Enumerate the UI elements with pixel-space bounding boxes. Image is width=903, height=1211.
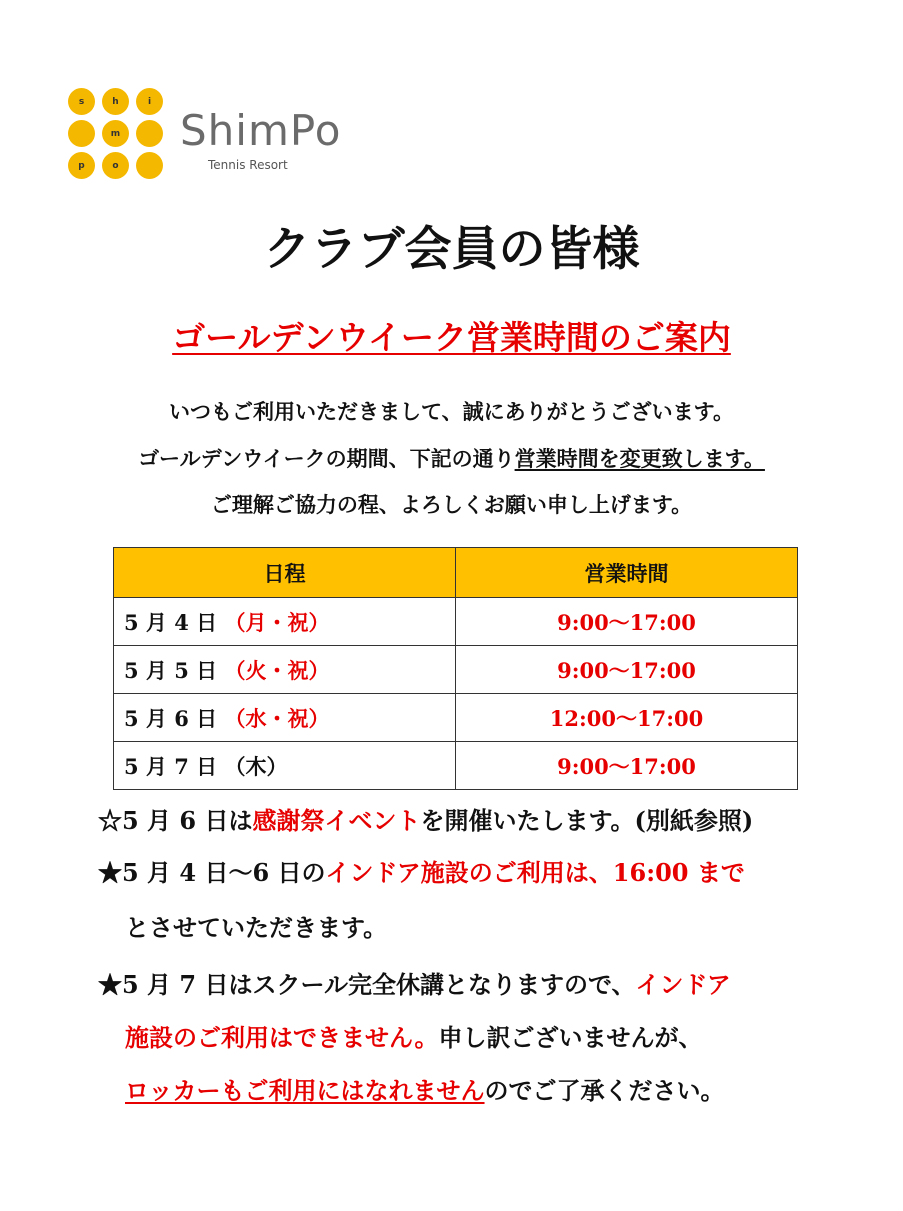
note-3-locker-notice: ロッカーもご利用にはなれません xyxy=(125,1076,485,1105)
note-3-highlight-2: 施設のご利用はできません。 xyxy=(125,1023,439,1052)
note-2-highlight: インドア施設のご利用は、16:00 まで xyxy=(325,858,745,887)
note-2-continuation: とさせていただきます。 xyxy=(125,913,388,942)
logo-dot xyxy=(136,120,163,147)
schedule-table xyxy=(113,547,798,790)
intro-line-3: ご理解ご協力の程、よろしくお願い申し上げます。 xyxy=(210,492,693,517)
note-3-text: ★5 月 7 日はスクール完全休講となりますので、 xyxy=(98,970,636,999)
intro-line-2-text: ゴールデンウイークの期間、下記の通り xyxy=(138,446,515,471)
date-cell xyxy=(114,742,456,790)
logo-dot xyxy=(68,120,95,147)
brand-subtitle: Tennis Resort xyxy=(208,158,288,172)
table-row xyxy=(114,598,798,646)
intro-line-1: いつもご利用いただきまして、誠にありがとうございます。 xyxy=(169,399,734,424)
page-title: クラブ会員の皆様 xyxy=(263,222,640,277)
note-2 xyxy=(98,853,745,888)
note-3-apology: 申し訳ございませんが、 xyxy=(438,1023,703,1052)
date-note: （水・祝） xyxy=(224,705,330,731)
logo-dot xyxy=(136,152,163,179)
note-3-line-2 xyxy=(125,1018,702,1053)
hours-cell: 9:00～17:00 xyxy=(456,646,798,694)
logo-dot: o xyxy=(102,152,129,179)
hours-cell: 9:00～17:00 xyxy=(456,598,798,646)
table-row xyxy=(114,646,798,694)
date-note: （火・祝） xyxy=(224,657,330,683)
note-3-closing: のでご了承ください。 xyxy=(484,1076,725,1105)
date-text: 5 月 7 日 xyxy=(124,753,225,779)
intro-line-2 xyxy=(0,443,903,473)
subtitle-text: ゴールデンウイーク営業時間のご案内 xyxy=(172,318,731,357)
note-3-highlight: インドア xyxy=(635,970,731,999)
note-3 xyxy=(98,965,731,1000)
date-text: 5 月 6 日 xyxy=(124,705,225,731)
logo-dot: p xyxy=(68,152,95,179)
table-row xyxy=(114,694,798,742)
note-1 xyxy=(98,801,753,836)
date-cell xyxy=(114,646,456,694)
date-text: 5 月 4 日 xyxy=(124,609,225,635)
note-1-rest: を開催いたします。(別紙参照) xyxy=(420,806,754,835)
note-3-line-3 xyxy=(125,1071,725,1106)
logo-dot: h xyxy=(102,88,129,115)
logo-dots xyxy=(68,88,168,180)
hours-cell: 9:00～17:00 xyxy=(456,742,798,790)
note-1-highlight: 感謝祭イベント xyxy=(252,806,421,835)
table-row xyxy=(114,742,798,790)
note-2-text: ★5 月 4 日～6 日の xyxy=(98,858,326,887)
logo-dot: i xyxy=(136,88,163,115)
date-cell xyxy=(114,694,456,742)
page-subtitle xyxy=(0,312,903,359)
header-date: 日程 xyxy=(114,548,456,598)
logo-dot: m xyxy=(102,120,129,147)
note-1-text: ☆5 月 6 日は xyxy=(98,806,253,835)
date-cell xyxy=(114,598,456,646)
date-note: （月・祝） xyxy=(224,609,330,635)
shimpo-logo xyxy=(68,88,398,183)
hours-cell: 12:00～17:00 xyxy=(456,694,798,742)
header-hours: 営業時間 xyxy=(456,548,798,598)
intro-line-2-underlined: 営業時間を変更致します。 xyxy=(514,446,765,471)
logo-dot: s xyxy=(68,88,95,115)
table-header-row xyxy=(114,548,798,598)
date-text: 5 月 5 日 xyxy=(124,657,225,683)
date-note: （木） xyxy=(224,753,288,779)
brand-name: ShimPo xyxy=(180,106,342,155)
